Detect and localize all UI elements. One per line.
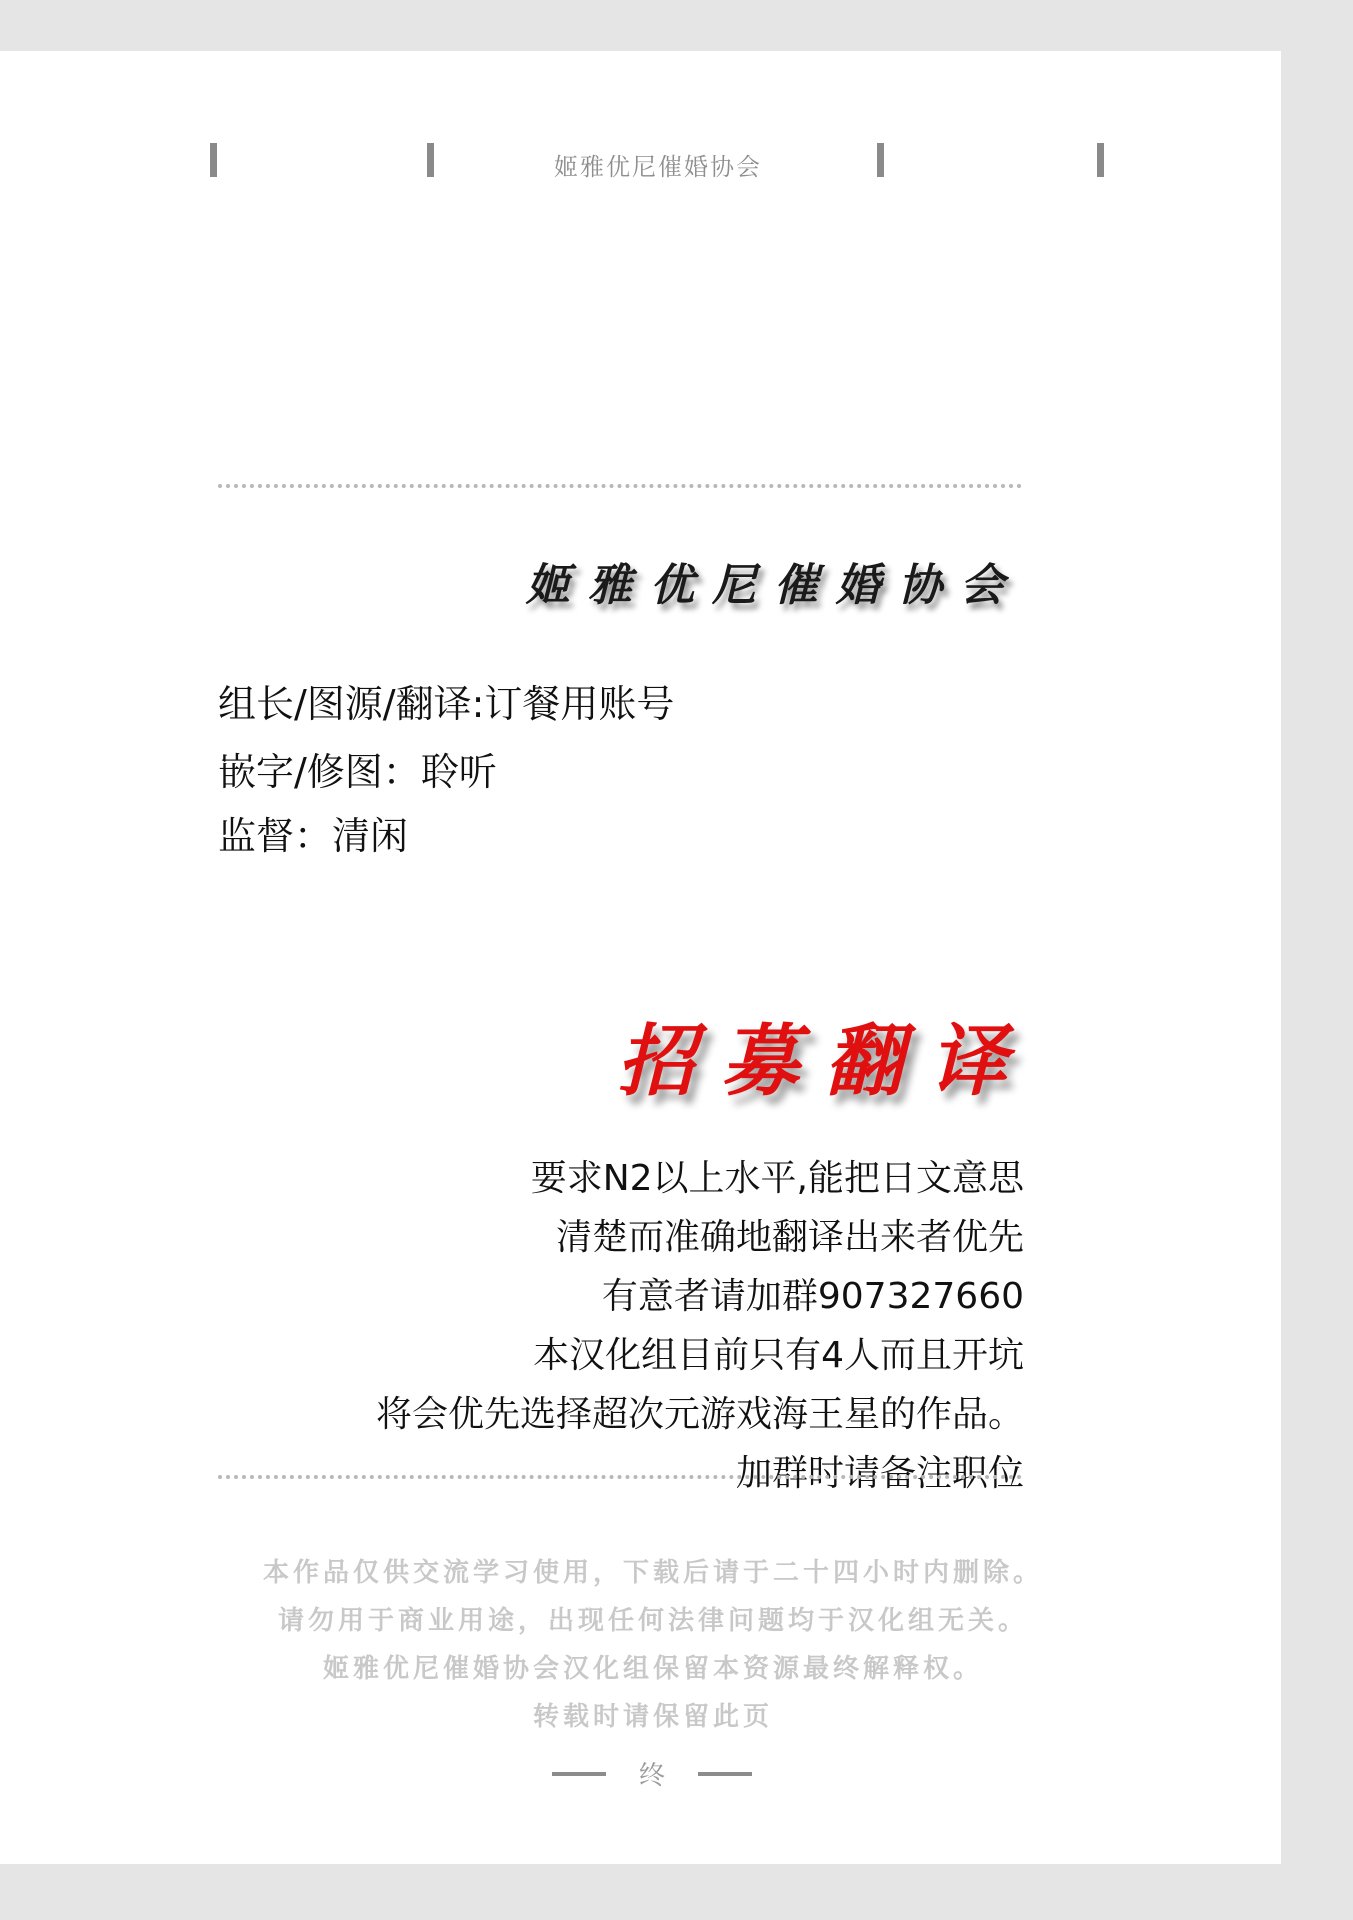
header-bar-left-outer: [210, 143, 217, 177]
recruit-line: 清楚而准确地翻译出来者优先: [555, 1217, 1024, 1258]
end-dash-right: [698, 1772, 752, 1776]
divider-top: [218, 484, 1022, 488]
credit-line-leader: 组长/图源/翻译:订餐用账号: [218, 682, 675, 726]
disclaimer-line: 请勿用于商业用途，出现任何法律问题均于汉化组无关。: [277, 1606, 1028, 1636]
document-page: [0, 51, 1281, 1864]
credit-line-supervisor: 监督：清闲: [218, 814, 409, 858]
disclaimer: [0, 1549, 1306, 1741]
header-bar-right-inner: [877, 143, 884, 177]
disclaimer-line: 本作品仅供交流学习使用，下载后请于二十四小时内删除。: [262, 1558, 1043, 1588]
credit-line-typeset: 嵌字/修图：聆听: [218, 750, 497, 794]
group-title: 姬雅优尼催婚协会: [526, 560, 1022, 611]
header-title: 姬雅优尼催婚协会: [554, 153, 762, 181]
header-bar-left-inner: [427, 143, 434, 177]
recruit-line: 要求N2以上水平,能把日文意思: [530, 1158, 1024, 1199]
end-mark-row: [552, 1753, 752, 1793]
recruit-line: 有意者请加群907327660: [601, 1276, 1024, 1317]
recruit-line: 加群时请备注职位: [735, 1453, 1024, 1494]
disclaimer-line: 转载时请保留此页: [532, 1702, 773, 1732]
recruit-line: 将会优先选择超次元游戏海王星的作品。: [375, 1394, 1024, 1435]
recruit-title: 招募翻译: [616, 1016, 1033, 1107]
header-bar-right-outer: [1097, 143, 1104, 177]
end-mark: 终: [638, 1761, 665, 1791]
recruit-text: [376, 1149, 1024, 1503]
divider-bottom: [218, 1475, 1022, 1479]
recruit-line: 本汉化组目前只有4人而且开坑: [533, 1335, 1024, 1376]
disclaimer-line: 姬雅优尼催婚协会汉化组保留本资源最终解释权。: [322, 1654, 983, 1684]
end-dash-left: [552, 1772, 606, 1776]
